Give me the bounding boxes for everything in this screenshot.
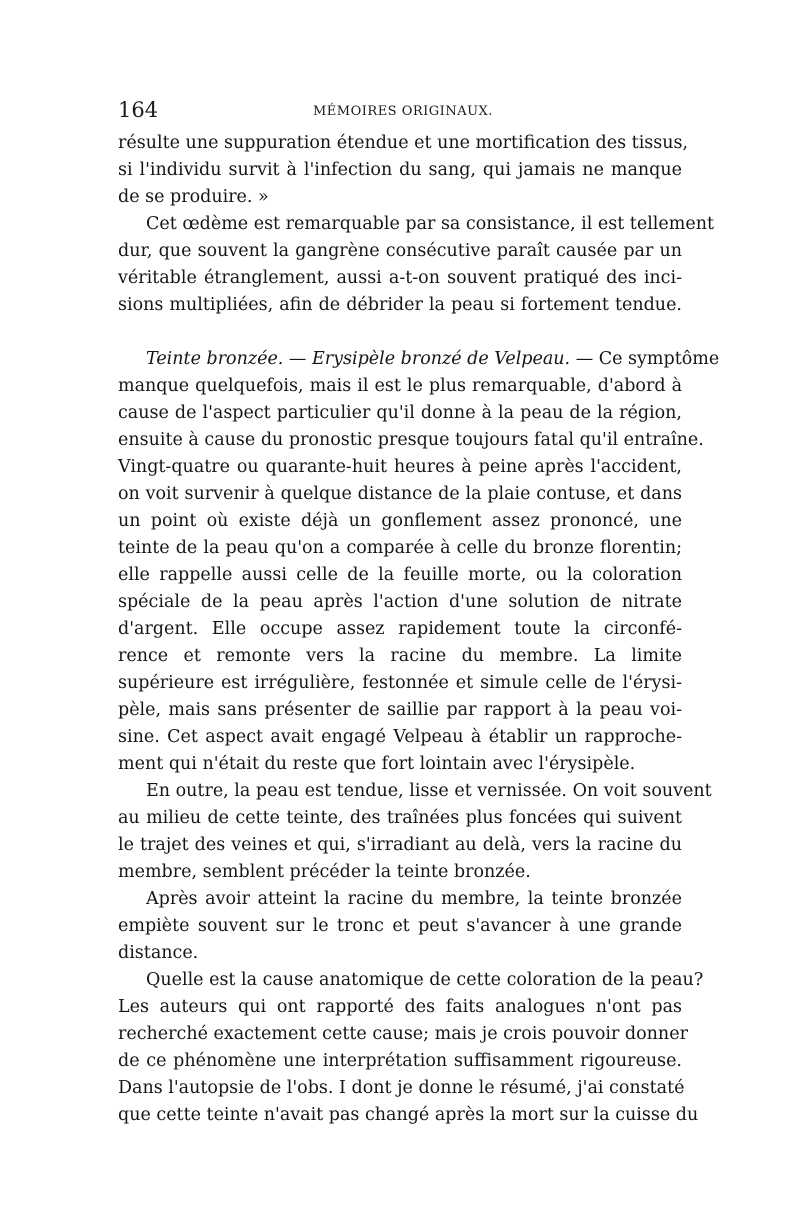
text-line: spéciale de la peau après l'action d'une solution de nitrate	[118, 592, 682, 612]
text-line: résulte une suppuration étendue et une mortification des tissus,	[118, 133, 689, 153]
text-line: Dans l'autopsie de l'obs. I dont je donne le résumé, j'ai constaté	[118, 1078, 685, 1098]
text-line: rence et remonte vers la racine du membre. La limite	[118, 646, 682, 666]
text-line: membre, semblent précéder la teinte bronzée.	[118, 862, 531, 882]
text-line: véritable étranglement, aussi a-t-on souvent pratiqué des inci-	[118, 268, 682, 288]
text-line: au milieu de cette teinte, des traînées plus foncées qui suivent	[118, 808, 682, 828]
text-line: cause de l'aspect particulier qu'il donne à la peau de la région,	[118, 403, 682, 423]
text-line: pèle, mais sans présenter de saillie par rapport à la peau voi-	[118, 700, 682, 720]
section-heading-line	[118, 346, 720, 373]
text-line: distance.	[118, 943, 199, 963]
text-line: si l'individu survit à l'infection du sang, qui jamais ne manque	[118, 160, 682, 180]
text-line: Les auteurs qui ont rapporté des faits analogues n'ont pas	[118, 997, 682, 1017]
text-line: elle rappelle aussi celle de la feuille morte, ou la coloration	[118, 565, 682, 585]
text-line: ment qui n'était du reste que fort lointain avec l'érysipèle.	[118, 754, 636, 774]
text-line: de ce phénomène une interprétation suffisamment rigoureuse.	[118, 1051, 682, 1071]
text-line: empiète souvent sur le tronc et peut s'avancer à une grande	[118, 916, 682, 936]
text-line: un point où existe déjà un gonflement assez prononcé, une	[118, 511, 682, 531]
section-heading-rest: — Ce symptôme	[570, 349, 720, 369]
text-line: En outre, la peau est tendue, lisse et vernissée. On voit souvent	[146, 781, 712, 801]
text-line: d'argent. Elle occupe assez rapidement toute la circonfé-	[118, 619, 682, 639]
text-line: dur, que souvent la gangrène consécutive paraît causée par un	[118, 241, 682, 261]
section-heading-italic: Teinte bronzée. — Erysipèle bronzé de Velpeau.	[146, 349, 571, 369]
text-line: Après avoir atteint la racine du membre, la teinte bronzée	[146, 889, 682, 909]
text-line: Cet œdème est remarquable par sa consistance, il est tellement	[146, 214, 714, 234]
text-line: teinte de la peau qu'on a comparée à celle du bronze florentin;	[118, 538, 682, 558]
text-line: de se produire. »	[118, 187, 269, 207]
running-head: MÉMOIRES ORIGINAUX.	[313, 104, 493, 119]
text-line: recherché exactement cette cause; mais je crois pouvoir donner	[118, 1024, 688, 1044]
text-line: Vingt-quatre ou quarante-huit heures à peine après l'accident,	[118, 457, 682, 477]
paragraph-block-1	[118, 130, 714, 319]
text-line: ensuite à cause du pronostic presque toujours fatal qu'il entraîne.	[118, 430, 704, 450]
text-line: Quelle est la cause anatomique de cette coloration de la peau?	[146, 970, 704, 990]
text-line: sine. Cet aspect avait engagé Velpeau à établir un rapproche-	[118, 727, 682, 747]
text-line: que cette teinte n'avait pas changé après la mort sur la cuisse du	[118, 1105, 699, 1125]
text-line: manque quelquefois, mais il est le plus remarquable, d'abord à	[118, 376, 682, 396]
paragraph-block-2	[118, 346, 720, 1129]
page-number: 164	[118, 98, 159, 122]
text-line: le trajet des veines et qui, s'irradiant au delà, vers la racine du	[118, 835, 682, 855]
text-line: sions multipliées, afin de débrider la peau si fortement tendue.	[118, 295, 682, 315]
text-line: supérieure est irrégulière, festonnée et simule celle de l'érysi-	[118, 673, 682, 693]
page-header	[118, 98, 678, 126]
text-line: on voit survenir à quelque distance de la plaie contuse, et dans	[118, 484, 682, 504]
